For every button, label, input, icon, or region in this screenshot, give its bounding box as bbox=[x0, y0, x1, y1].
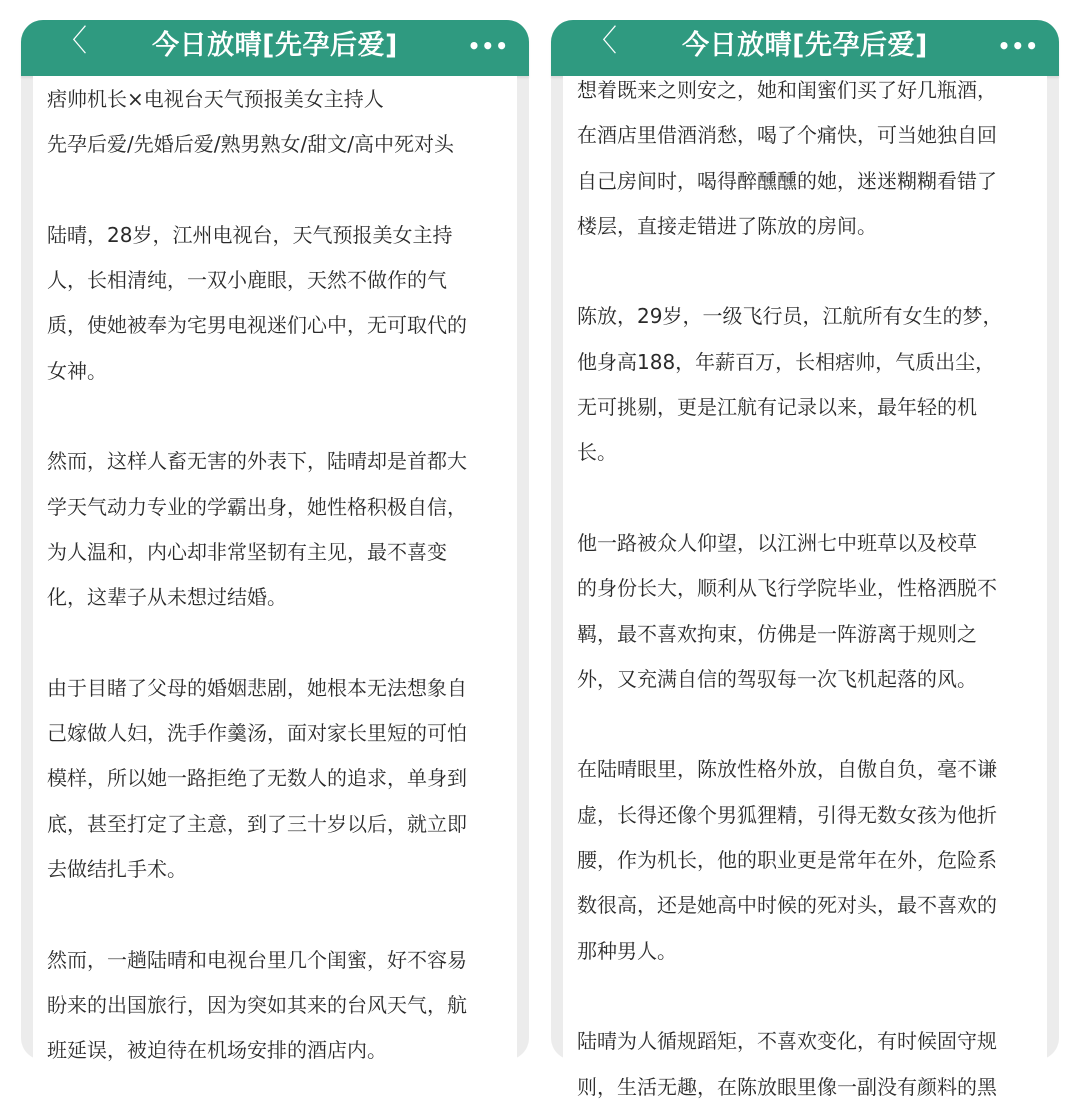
article-line: 底，甚至打定了主意，到了三十岁以后，就立即 bbox=[47, 811, 467, 836]
article-line: 想着既来之则安之，她和闺蜜们买了好几瓶酒， bbox=[577, 78, 997, 102]
left-reader-panel bbox=[21, 20, 529, 1063]
right-article-text bbox=[577, 68, 1039, 1110]
article-line: 在酒店里借酒消愁，喝了个痛快，可当她独自回 bbox=[577, 123, 997, 148]
article-line: 楼层，直接走错进了陈放的房间。 bbox=[577, 213, 877, 238]
article-line: 他身高188，年薪百万，长相痞帅，气质出尘， bbox=[577, 349, 996, 374]
paragraph-gap bbox=[577, 476, 1039, 521]
article-line: 则，生活无趣，在陈放眼里像一副没有颜料的黑 bbox=[577, 1074, 997, 1099]
article-line: 虚，长得还像个男狐狸精，引得无数女孩为他折 bbox=[577, 802, 997, 827]
article-line: 痞帅机长×电视台天气预报美女主持人 bbox=[47, 87, 384, 111]
back-chevron-icon[interactable]: 〈 bbox=[57, 24, 87, 59]
article-line: 长。 bbox=[577, 440, 617, 465]
article-line: 己嫁做人妇，洗手作羹汤，面对家长里短的可怕 bbox=[47, 721, 467, 746]
paragraph-gap bbox=[47, 168, 509, 213]
left-header-bar bbox=[21, 20, 529, 76]
right-article-content[interactable] bbox=[563, 76, 1047, 1099]
paragraph-gap bbox=[47, 621, 509, 666]
page-title: 今日放晴[先孕后爱] bbox=[682, 30, 928, 61]
page-title: 今日放晴[先孕后爱] bbox=[152, 30, 398, 61]
article-line: 无可挑剔，更是江航有记录以来，最年轻的机 bbox=[577, 395, 977, 420]
more-options-icon[interactable]: ••• bbox=[997, 34, 1039, 58]
article-line: 陈放，29岁，一级飞行员，江航所有女生的梦， bbox=[577, 304, 1003, 329]
article-line: 学天气动力专业的学霸出身，她性格积极自信， bbox=[47, 494, 467, 519]
article-line: 外，又充满自信的驾驭每一次飞机起落的风。 bbox=[577, 666, 977, 691]
article-line: 腰，作为机长，他的职业更是常年在外，危险系 bbox=[577, 848, 997, 873]
article-line: 去做结扎手术。 bbox=[47, 857, 187, 882]
article-line: 数很高，还是她高中时候的死对头，最不喜欢的 bbox=[577, 893, 997, 918]
right-reader-panel bbox=[551, 20, 1059, 1099]
article-line: 班延误，被迫待在机场安排的酒店内。 bbox=[47, 1038, 387, 1063]
paragraph-gap bbox=[577, 702, 1039, 747]
article-line: 质，使她被奉为宅男电视迷们心中，无可取代的 bbox=[47, 313, 467, 338]
paragraph-gap bbox=[47, 394, 509, 439]
paragraph-gap bbox=[577, 974, 1039, 1019]
more-options-icon[interactable]: ••• bbox=[467, 34, 509, 58]
article-line: 模样，所以她一路拒绝了无数人的追求，单身到 bbox=[47, 766, 467, 791]
article-line: 盼来的出国旅行，因为突如其来的台风天气，航 bbox=[47, 992, 467, 1017]
article-line: 陆晴为人循规蹈矩，不喜欢变化，有时候固守规 bbox=[577, 1029, 997, 1054]
article-line: 然而，一趟陆晴和电视台里几个闺蜜，好不容易 bbox=[47, 947, 467, 972]
left-article-text bbox=[47, 77, 509, 1074]
article-line: 然而，这样人畜无害的外表下，陆晴却是首都大 bbox=[47, 449, 467, 474]
paragraph-gap bbox=[577, 249, 1039, 294]
article-line: 在陆晴眼里，陈放性格外放，自傲自负，毫不谦 bbox=[577, 757, 997, 782]
article-line: 化，这辈子从未想过结婚。 bbox=[47, 585, 287, 610]
back-chevron-icon[interactable]: 〈 bbox=[587, 24, 617, 59]
article-line: 的身份长大，顺利从飞行学院毕业，性格洒脱不 bbox=[577, 576, 997, 601]
article-line: 他一路被众人仰望，以江洲七中班草以及校草 bbox=[577, 530, 977, 555]
article-line: 为人温和，内心却非常坚韧有主见，最不喜变 bbox=[47, 539, 447, 564]
article-line: 那种男人。 bbox=[577, 938, 677, 963]
article-line: 羁，最不喜欢拘束，仿佛是一阵游离于规则之 bbox=[577, 621, 977, 646]
article-line: 人，长相清纯，一双小鹿眼，天然不做作的气 bbox=[47, 268, 447, 293]
article-line: 陆晴，28岁，江州电视台，天气预报美女主持 bbox=[47, 222, 453, 247]
paragraph-gap bbox=[47, 892, 509, 937]
article-line: 女神。 bbox=[47, 358, 107, 383]
article-line: 先孕后爱/先婚后爱/熟男熟女/甜文/高中死对头 bbox=[47, 132, 454, 157]
article-line: 由于目睹了父母的婚姻悲剧，她根本无法想象自 bbox=[47, 675, 467, 700]
left-article-content[interactable] bbox=[33, 76, 517, 1063]
article-line: 自己房间时，喝得醉醺醺的她，迷迷糊糊看错了 bbox=[577, 168, 997, 193]
